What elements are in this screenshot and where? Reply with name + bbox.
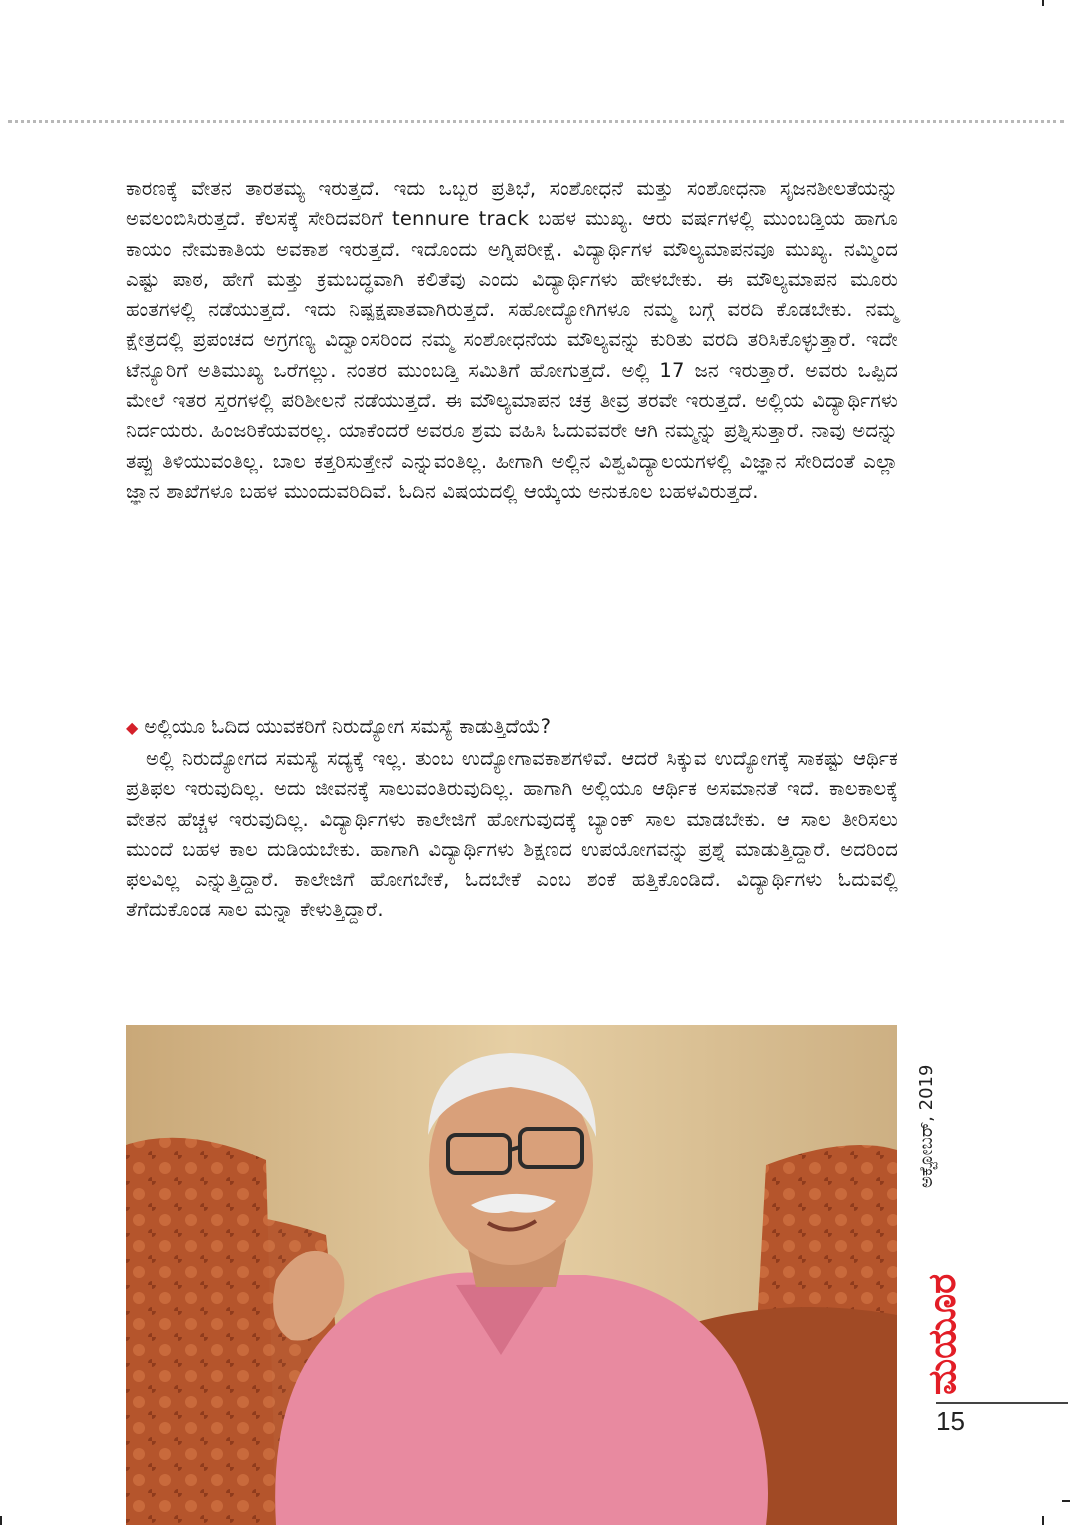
- issue-date: ಅಕ್ಟೋಬರ್, 2019: [916, 1064, 937, 1188]
- crop-mark-bottom-right: [1042, 1516, 1044, 1525]
- question-text: ಅಲ್ಲಿಯೂ ಓದಿದ ಯುವಕರಿಗೆ ನಿರುದ್ಯೋಗ ಸಮಸ್ಯೆ ಕಾಡುತ್ತಿದೆಯೆ?: [144, 715, 551, 738]
- article-paragraph-2: [126, 744, 898, 926]
- paragraph-2-text: ಅಲ್ಲಿ ನಿರುದ್ಯೋಗದ ಸಮಸ್ಯೆ ಸದ್ಯಕ್ಕೆ ಇಲ್ಲ. ತುಂಬ ಉದ್ಯೋಗಾವಕಾಶಗಳಿವೆ. ಆದರೆ ಸಿಕ್ಕುವ ಉದ್ಯೋಗಕ್ಕೆ ಸಾಕಷ್ಟು ಆರ್ಥಿಕ ಪ್ರತಿಫಲ ಇರುವುದಿಲ್ಲ. ಅದು ಜೀವನಕ್ಕೆ ಸಾಲುವಂತಿರುವುದಿಲ್ಲ. ಹಾಗಾಗಿ ಅಲ್ಲಿಯೂ ಆರ್ಥಿಕ ಅಸಮಾನತೆ ಇದೆ. ಕಾಲಕಾಲಕ್ಕೆ ವೇತನ ಹೆಚ್ಚಳ ಇರುವುದಿಲ್ಲ. ವಿದ್ಯಾರ್ಥಿಗಳು ಕಾಲೇಜಿಗೆ ಹೋಗುವುದಕ್ಕೆ ಬ್ಯಾಂಕ್ ಸಾಲ ಮಾಡಬೇಕು. ಆ ಸಾಲ ತೀರಿಸಲು ಮುಂದೆ ಬಹಳ ಕಾಲ ದುಡಿಯಬೇಕು. ಹಾಗಾಗಿ ವಿದ್ಯಾರ್ಥಿಗಳು ಶಿಕ್ಷಣದ ಉಪಯೋಗವನ್ನು ಪ್ರಶ್ನೆ ಮಾಡುತ್ತಿದ್ದಾರೆ. ಅದರಿಂದ ಫಲವಿಲ್ಲ ಎನ್ನುತ್ತಿದ್ದಾರೆ. ಕಾಲೇಜಿಗೆ ಹೋಗಬೇಕೆ, ಓದಬೇಕೆ ಎಂಬ ಶಂಕೆ ಹತ್ತಿಕೊಂಡಿದೆ. ವಿದ್ಯಾರ್ಥಿಗಳು ಓದುವಲ್ಲಿ ತೆಗೆದುಕೊಂಡ ಸಾಲ ಮನ್ನಾ ಕೇಳುತ್ತಿದ್ದಾರೆ.: [126, 747, 898, 922]
- diamond-bullet-icon: ◆: [126, 718, 139, 737]
- interview-photo: [126, 1025, 897, 1525]
- magazine-logo: ಮಯೂರ: [920, 1273, 964, 1395]
- crop-mark-right-mid: [1062, 1500, 1070, 1502]
- header-dotted-rule: [8, 120, 1064, 123]
- page-number: 15: [936, 1406, 965, 1436]
- crop-mark-top: [1042, 0, 1044, 6]
- page-number-rule: [936, 1402, 1068, 1404]
- crop-mark-bottom-left: [0, 1516, 2, 1525]
- interview-question: [126, 712, 898, 743]
- article-paragraph-1: [126, 174, 898, 507]
- paragraph-1-text: ಕಾರಣಕ್ಕೆ ವೇತನ ತಾರತಮ್ಯ ಇರುತ್ತದೆ. ಇದು ಒಬ್ಬರ ಪ್ರತಿಭೆ, ಸಂಶೋಧನೆ ಮತ್ತು ಸಂಶೋಧನಾ ಸೃಜನಶೀಲತೆಯನ್ನು ಅವಲಂಬಿಸಿರುತ್ತದೆ. ಕೆಲಸಕ್ಕೆ ಸೇರಿದವರಿಗೆ tennure track ಬಹಳ ಮುಖ್ಯ. ಆರು ವರ್ಷಗಳಲ್ಲಿ ಮುಂಬಡ್ತಿಯ ಹಾಗೂ ಕಾಯಂ ನೇಮಕಾತಿಯ ಅವಕಾಶ ಇರುತ್ತದೆ. ಇದೊಂದು ಅಗ್ನಿಪರೀಕ್ಷೆ. ವಿದ್ಯಾರ್ಥಿಗಳ ಮೌಲ್ಯಮಾಪನವೂ ಮುಖ್ಯ. ನಮ್ಮಿಂದ ಎಷ್ಟು ಪಾಠ, ಹೇಗೆ ಮತ್ತು ಕ್ರಮಬದ್ಧವಾಗಿ ಕಲಿತೆವು ಎಂದು ವಿದ್ಯಾರ್ಥಿಗಳು ಹೇಳಬೇಕು. ಈ ಮೌಲ್ಯಮಾಪನ ಮೂರು ಹಂತಗಳಲ್ಲಿ ನಡೆಯುತ್ತದೆ. ಇದು ನಿಷ್ಪಕ್ಷಪಾತವಾಗಿರುತ್ತದೆ. ಸಹೋದ್ಯೋಗಿಗಳೂ ನಮ್ಮ ಬಗ್ಗೆ ವರದಿ ಕೊಡಬೇಕು. ನಮ್ಮ ಕ್ಷೇತ್ರದಲ್ಲಿ ಪ್ರಪಂಚದ ಅಗ್ರಗಣ್ಯ ವಿದ್ವಾಂಸರಿಂದ ನಮ್ಮ ಸಂಶೋಧನೆಯ ಮೌಲ್ಯವನ್ನು ಕುರಿತು ವರದಿ ತರಿಸಿಕೊಳ್ಳುತ್ತಾರೆ. ಇದೇ ಟೆನ್ಯೂರಿಗೆ ಅತಿಮುಖ್ಯ ಒರೆಗಲ್ಲು. ನಂತರ ಮುಂಬಡ್ತಿ ಸಮಿತಿಗೆ ಹೋಗುತ್ತದೆ. ಅಲ್ಲಿ 17 ಜನ ಇರುತ್ತಾರೆ. ಅವರು ಒಪ್ಪಿದ ಮೇಲೆ ಇತರ ಸ್ತರಗಳಲ್ಲಿ ಪರಿಶೀಲನೆ ನಡೆಯುತ್ತದೆ. ಈ ಮೌಲ್ಯಮಾಪನ ಚಕ್ರ ತೀವ್ರ ತರವೇ ಇರುತ್ತದೆ. ಅಲ್ಲಿಯ ವಿದ್ಯಾರ್ಥಿಗಳು ನಿರ್ದಯರು. ಹಿಂಜರಿಕೆಯವರಲ್ಲ. ಯಾಕೆಂದರೆ ಅವರೂ ಶ್ರಮ ವಹಿಸಿ ಓದುವವರೇ ಆಗಿ ನಮ್ಮನ್ನು ಪ್ರಶ್ನಿಸುತ್ತಾರೆ. ನಾವು ಅದನ್ನು ತಪ್ಪು ತಿಳಿಯುವಂತಿಲ್ಲ. ಬಾಲ ಕತ್ತರಿಸುತ್ತೇನೆ ಎನ್ನುವಂತಿಲ್ಲ. ಹೀಗಾಗಿ ಅಲ್ಲಿನ ವಿಶ್ವವಿದ್ಯಾಲಯಗಳಲ್ಲಿ ವಿಜ್ಞಾನ ಸೇರಿದಂತೆ ಎಲ್ಲಾ ಜ್ಞಾನ ಶಾಖೆಗಳೂ ಬಹಳ ಮುಂದುವರಿದಿವೆ. ಓದಿನ ವಿಷಯದಲ್ಲಿ ಆಯ್ಕೆಯ ಅನುಕೂಲ ಬಹಳವಿರುತ್ತದೆ.: [126, 177, 898, 503]
